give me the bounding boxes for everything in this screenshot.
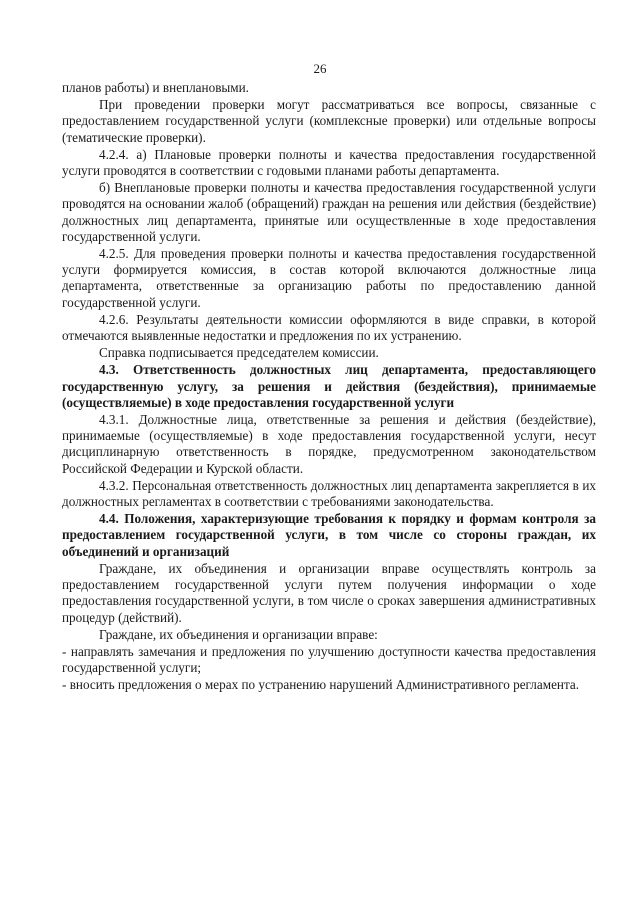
paragraph: 4.2.5. Для проведения проверки полноты и качества предоставления государственной услуги формируется комиссия, в состав которой включаются должностные лица департамента, ответственные за организацию работы по предоставлению данной государственной услуги. (62, 246, 596, 310)
paragraph: Граждане, их объединения и организации вправе: (99, 626, 378, 642)
paragraph: планов работы) и внеплановыми. (62, 80, 249, 95)
page-number: 26 (313, 61, 327, 76)
section-heading: 4.3. Ответственность должностных лиц департамента, предоставляющего государственную услугу, за решения и действия (бездействия), принимаемые (осуществляемые) в ходе предоставления государственной услуги (62, 362, 596, 410)
paragraph: 4.2.4. а) Плановые проверки полноты и качества предоставления государственной услуги проводятся в соответствии с годовыми планами работы департамента. (62, 146, 596, 179)
paragraph: б) Внеплановые проверки полноты и качества предоставления государственной услуги проводятся на основании жалоб (обращений) граждан на решения или действия (бездействие) должностных лиц департамента, принятые или осуществленные в ходе предоставления государственной услуги. (62, 180, 596, 244)
paragraph: Граждане, их объединения и организации вправе осуществлять контроль за предоставлением государственной услуги путем получения информации о ходе предоставления государственной услуги, в том числе о сроках завершения административных процедур (действий). (62, 560, 596, 625)
paragraph: При проведении проверки могут рассматриваться все вопросы, связанные с предоставлением государственной услуги (комплексные проверки) или отдельные вопросы (тематические проверки). (62, 97, 596, 145)
paragraph: Справка подписывается председателем комиссии. (99, 345, 379, 361)
section-heading: 4.4. Положения, характеризующие требования к порядку и формам контроля за предоставлением государственной услуги, в том числе со стороны граждан, их объединений и организаций (62, 511, 596, 559)
list-item: - направлять замечания и предложения по улучшению доступности качества предоставления государственной услуги; (62, 643, 596, 676)
paragraph: 4.3.1. Должностные лица, ответственные за решения и действия (бездействие), принимаемые (осуществляемые) в ходе предоставления государственной услуги, несут дисциплинарную ответственность в порядке, предусмотренном законодательством Российской Федерации и Курской области. (62, 412, 596, 476)
paragraph: 4.2.6. Результаты деятельности комиссии оформляются в виде справки, в которой отмечаются выявленные недостатки и предложения по их устранению. (62, 311, 596, 344)
list-item: - вносить предложения о мерах по устранению нарушений Административного регламента. (62, 677, 580, 693)
paragraph: 4.3.2. Персональная ответственность должностных лиц департамента закрепляется в их должностных регламентах в соответствии с требованиями законодательства. (62, 477, 596, 510)
document-body (62, 80, 596, 695)
